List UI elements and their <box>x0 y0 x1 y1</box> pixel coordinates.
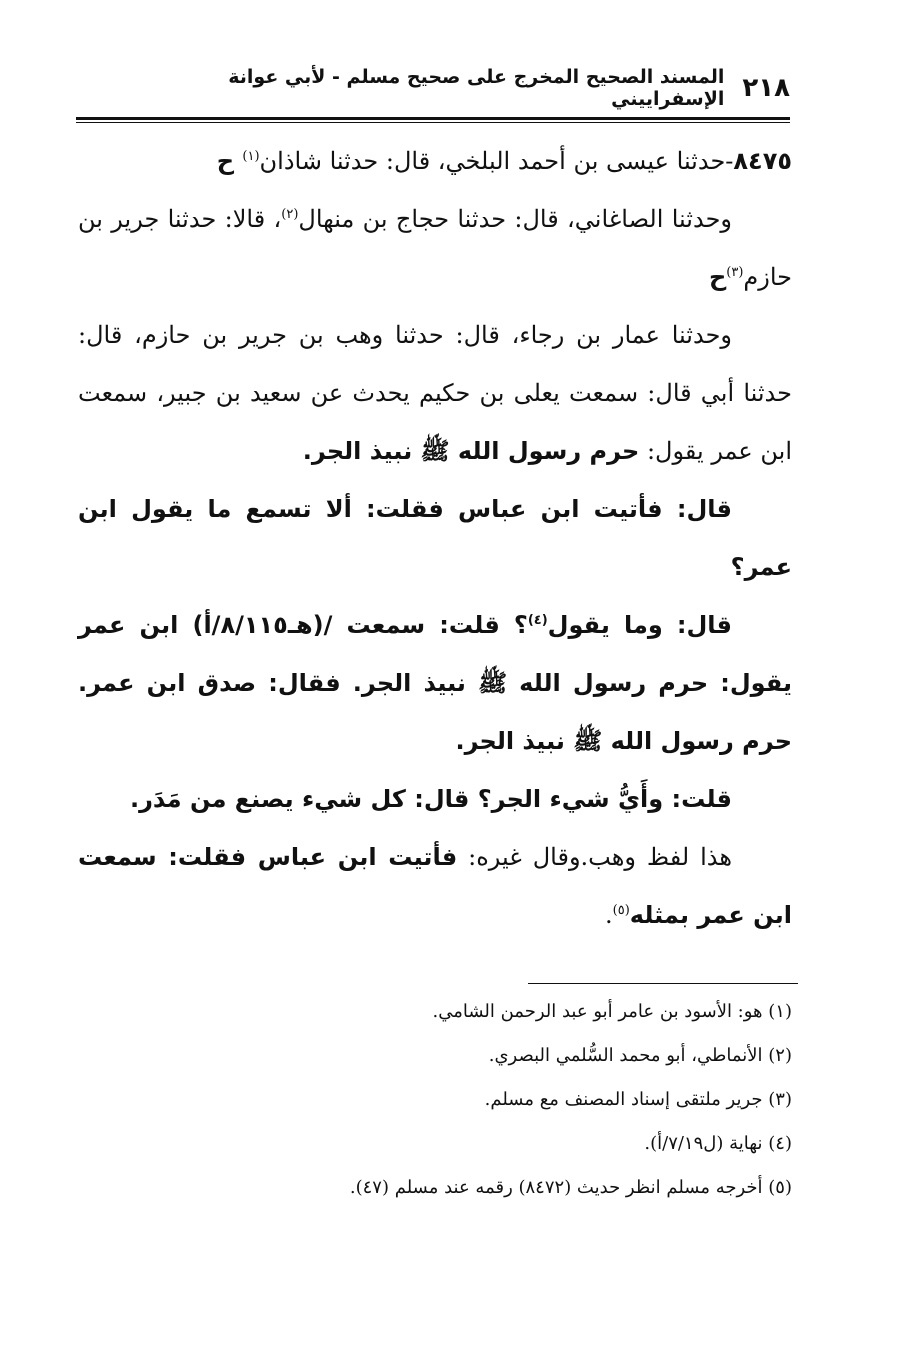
paragraph-closing: هذا لفظ وهب.وقال غيره: فأتيت ابن عباس فقلت: سمعت ابن عمر بمثله$^{(٥)}$. <box>78 843 792 929</box>
paragraph-isnad-1: ٨٤٧٥-حدثنا عيسى بن أحمد البلخي، قال: حدثنا شاذان$^{(١)}$ ح <box>216 147 792 175</box>
matn-text: حرم رسول الله ﷺ نبيذ الجر. <box>302 437 640 465</box>
paragraph-isnad-2: وحدثنا الصاغاني، قال: حدثنا حجاج بن منهال$^{(٢)}$، قالا: حدثنا جرير بن حازم$^{(٣)}$ح <box>78 205 792 291</box>
running-header <box>150 66 790 110</box>
paragraph-matn-3: قلت: وأَيُّ شيء الجر؟ قال: كل شيء يصنع من مَدَر. <box>129 785 732 813</box>
footnote-item: (٢) الأنماطي، أبو محمد السُّلمي البصري. <box>488 1045 792 1066</box>
header-divider-thin <box>76 122 790 123</box>
main-text <box>78 132 792 944</box>
footnote-item: (٣) جرير ملتقى إسناد المصنف مع مسلم. <box>484 1089 792 1110</box>
footnote-ref-1: (١) <box>242 149 260 164</box>
page-number: ٢١٨ <box>742 73 790 103</box>
footnote-item: (١) هو: الأسود بن عامر أبو عبد الرحمن الشامي. <box>432 1001 792 1022</box>
hadith-number: ٨٤٧٥ <box>733 147 792 175</box>
footnote-item: (٥) أخرجه مسلم انظر حديث (٨٤٧٢) رقمه عند مسلم (٤٧). <box>349 1177 792 1198</box>
footnote-ref-4: (٤) <box>527 613 548 628</box>
book-title: المسند الصحيح المخرج على صحيح مسلم - لأبي عوانة الإسفراييني <box>228 66 725 110</box>
footnote-divider <box>528 983 798 984</box>
paragraph-isnad-3: وحدثنا عمار بن رجاء، قال: حدثنا وهب بن جرير بن حازم، قال: حدثنا أبي قال: سمعت يعلى بن حكيم يحدث عن سعيد بن جبير، سمعت ابن عمر يقول: حرم رسول الله ﷺ نبيذ الجر. <box>78 321 792 465</box>
footnote-item: (٤) نهاية (ل٧/١٩/أ). <box>644 1133 792 1154</box>
footnote-ref-2: (٢) <box>281 207 299 222</box>
footnote-ref-5: (٥) <box>612 903 630 918</box>
paragraph-matn-2: قال: وما يقول$^{(٤)}$؟ قلت: سمعت /(هـ٨/١١٥/أ) ابن عمر يقول: حرم رسول الله ﷺ نبيذ الجر. فقال: صدق ابن عمر. حرم رسول الله ﷺ نبيذ الجر. <box>78 611 792 755</box>
footnote-ref-3: (٣) <box>726 265 744 280</box>
header-divider <box>76 117 790 120</box>
footnotes <box>78 990 792 1210</box>
paragraph-matn-1: قال: فأتيت ابن عباس فقلت: ألا تسمع ما يقول ابن عمر؟ <box>78 495 792 581</box>
